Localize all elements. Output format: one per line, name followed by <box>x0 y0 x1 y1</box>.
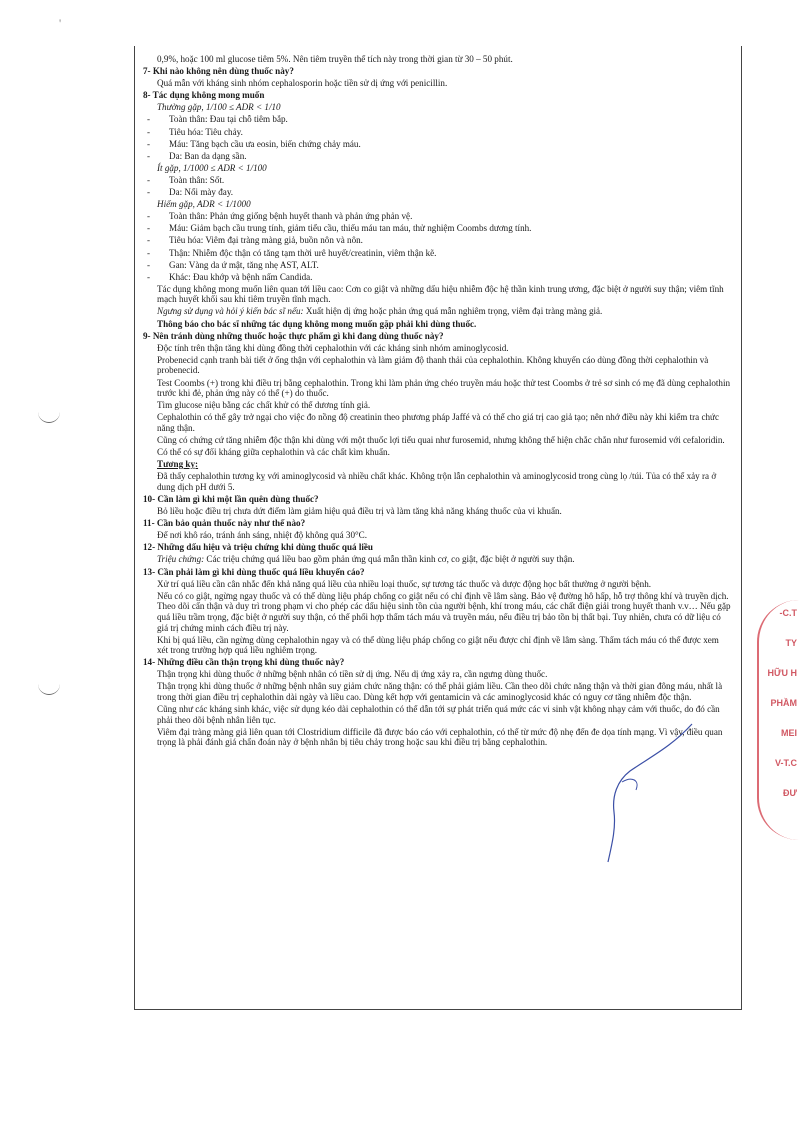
paragraph: Cũng như các kháng sinh khác, việc sử dụng kéo dài cephalothin có thể dẫn tới sự phát triển quá mức các vi sinh vật không nhạy cảm với thuốc, do đó cần phải theo dõi bệnh nhân liên tục. <box>157 704 720 725</box>
stamp-text: V-T.C <box>774 758 797 768</box>
bullet-item <box>143 175 731 186</box>
section-heading: 8- Tác dụng không mong muốn <box>143 90 265 101</box>
bullet-text: Toàn thân: Sốt. <box>169 174 225 185</box>
bullet-item <box>143 127 731 138</box>
company-stamp <box>757 600 799 840</box>
paragraph: Tìm glucose niệu bằng các chất khử có thể dương tính giả. <box>157 400 371 411</box>
paragraph: Bỏ liều hoặc điều trị chưa dứt điểm làm giảm hiệu quả điều trị và làm tăng khả năng kháng thuốc của vi khuẩn. <box>157 506 562 517</box>
punch-hole-bottom <box>38 684 60 695</box>
stamp-text: PHẦM <box>770 698 797 708</box>
section-heading: 9- Nên tránh dùng những thuốc hoặc thực phẩm gì khi đang dùng thuốc này? <box>143 330 444 341</box>
bullet-item <box>143 223 731 234</box>
stamp-text: HỮU H <box>767 668 797 678</box>
bullet-item <box>143 248 731 259</box>
bullet-text: Khác: Đau khớp và bệnh nấm Candida. <box>169 271 313 282</box>
paragraph: Hiếm gặp, ADR < 1/1000 <box>157 199 251 210</box>
punch-hole-top <box>38 412 60 423</box>
bullet-text: Máu: Tăng bạch cầu ưa eosin, biến chứng chảy máu. <box>169 138 361 149</box>
paragraph <box>143 306 731 317</box>
paragraph: Cũng có chứng cứ tăng nhiễm độc thận khi dùng với một thuốc lợi tiểu quai như furosemid, nhưng không thể hiện chắc chắn như furosemid với cefaloridin. <box>157 435 725 445</box>
paragraph: Để nơi khô ráo, tránh ánh sáng, nhiệt độ không quá 30°C. <box>157 530 367 541</box>
bullet-text: Toàn thân: Đau tại chỗ tiêm bắp. <box>169 114 288 125</box>
section-heading: 10- Cần làm gì khi một lần quên dùng thuốc? <box>143 493 319 504</box>
paragraph: Ít gặp, 1/1000 ≤ ADR < 1/100 <box>157 162 267 173</box>
paragraph-lead: Triệu chứng: <box>157 554 205 565</box>
paragraph: Test Coombs (+) trong khi điều trị bằng cephalothin. Trong khi làm phản ứng chéo truyền máu hoặc thử test Coombs ở trẻ sơ sinh có mẹ đã dùng cephalothin trước khi đẻ, phản ứng này có thể (+) do thuốc. <box>157 377 731 399</box>
bullet-text: Máu: Giảm bạch cầu trung tính, giảm tiểu cầu, thiếu máu tan máu, thử nghiệm Coombs dương tính. <box>169 223 532 234</box>
paragraph: Đã thấy cephalothin tương kỵ với aminoglycosid và nhiều chất khác. Không trộn lẫn cephalothin và aminoglycosid trong cùng lọ /túi. Tủa có thể xảy ra ở dung dịch pH dưới 5. <box>157 471 717 492</box>
bullet-text: Tiêu hóa: Viêm đại tràng màng giả, buồn nôn và nôn. <box>169 235 363 246</box>
stamp-text: MEI <box>780 728 797 738</box>
paragraph: Cephalothin có thể gây trở ngại cho việc đo nồng độ creatinin theo phương pháp Jaffé và có thể cho giá trị cao giả tạo; nên nhớ điều này khi kiểm tra chức năng thận. <box>157 412 719 433</box>
paragraph-text: Xuất hiện dị ứng hoặc phản ứng quá mẫn nghiêm trọng, viêm đại tràng màng giả. <box>303 306 603 317</box>
bullet-item <box>143 187 731 198</box>
paragraph: Thận trọng khi dùng thuốc ở những bệnh nhân suy giảm chức năng thận: có thể phải giảm liều. Cần theo dõi chức năng thận và thời gian đông máu, nhất là trong thời gian điều trị cephalothin dài ngày và liều cao. Dùng kết hợp với gentamicin và các aminoglycosid khác có nguy cơ tăng nhiễm độc thận. <box>157 681 723 703</box>
paragraph: Thận trọng khi dùng thuốc ở những bệnh nhân có tiền sử dị ứng. Nếu dị ứng xảy ra, cần ngưng dùng thuốc. <box>157 669 548 680</box>
paragraph: Tương kỵ: <box>157 459 199 470</box>
bullet-text: Toàn thân: Phản ứng giống bệnh huyết thanh và phản ứng phản vệ. <box>169 211 413 222</box>
paragraph: Nếu có co giật, ngừng ngay thuốc và có thể dùng liệu pháp chống co giật nếu có chỉ định về lâm sàng. Bảo vệ đường hô hấp, hỗ trợ thông khí và truyền dịch. Theo dõi cẩn thận và duy trì trong phạm vi cho phép các dấu hiệu sinh tồn của người bệnh, khí trong máu, các chất điện giải trong huyết thanh v.v… Nếu gặp quá liều trầm trọng, đặc biệt ở người suy thận, có thể phối hợp thẩm tách máu và truyền máu, nếu điều trị bảo tồn bị thất bại. Tuy nhiên, chưa có dữ liệu có giá trị chứng minh cách điều trị này. <box>157 590 731 633</box>
paragraph: Thường gặp, 1/100 ≤ ADR < 1/10 <box>157 102 281 113</box>
paragraph: Thông báo cho bác sĩ những tác dụng không mong muốn gặp phải khi dùng thuốc. <box>157 318 477 329</box>
bullet-item <box>143 260 731 271</box>
paragraph: Quá mẫn với kháng sinh nhóm cephalosporin hoặc tiền sử dị ứng với penicillin. <box>157 78 448 89</box>
paragraph: Khi bị quá liều, cần ngừng dùng cephalothin ngay và có thể dùng liệu pháp chống co giật nếu được chỉ định về lâm sàng. Thẩm tách máu có thể được xem xét trong trường hợp quá liều nghiêm trọng. <box>157 634 719 656</box>
paragraph: Xử trí quá liều cần cân nhắc đến khả năng quá liều của nhiều loại thuốc, sự tương tác thuốc và dược động học bất thường ở người bệnh. <box>157 578 652 589</box>
bullet-item <box>143 272 731 283</box>
stamp-text: TY <box>785 638 797 648</box>
tick-mark: ' <box>59 16 62 30</box>
bullet-text: Da: Nổi mày đay. <box>169 187 234 198</box>
paragraph: 0,9%, hoặc 100 ml glucose tiêm 5%. Nên tiêm truyền thể tích này trong thời gian từ 30 – 50 phút. <box>157 54 513 64</box>
section-heading: 12- Những dấu hiệu và triệu chứng khi dùng thuốc quá liều <box>143 542 373 553</box>
paragraph: Tác dụng không mong muốn liên quan tới liều cao: Cơn co giật và những dấu hiệu nhiễm độc hệ thần kinh trung ương, đặc biệt ở người suy thận; viêm tĩnh mạch huyết khối sau khi tiêm truyền tĩnh mạch. <box>157 283 724 305</box>
bullet-text: Da: Ban da dạng sần. <box>169 150 247 161</box>
bullet-item <box>143 151 731 162</box>
bullet-text: Tiêu hóa: Tiêu chảy. <box>169 126 243 137</box>
section-heading: 11- Cần bảo quản thuốc này như thế nào? <box>143 518 306 529</box>
stamp-text: ĐƯ <box>783 788 797 798</box>
paragraph: Probenecid cạnh tranh bài tiết ở ống thận với cephalothin và làm giảm độ thanh thải của cephalothin. Không khuyến cáo dùng đồng thời cephalothin và probenecid. <box>157 354 709 376</box>
section-heading: 7- Khi nào không nên dùng thuốc này? <box>143 66 294 77</box>
section-heading: 14- Những điều cần thận trọng khi dùng thuốc này? <box>143 657 345 668</box>
section-heading: 13- Cần phải làm gì khi dùng thuốc quá liều khuyến cáo? <box>143 566 365 577</box>
paragraph-lead: Ngưng sử dụng và hỏi ý kiến bác sĩ nếu: <box>157 306 304 317</box>
document-page <box>134 46 742 1010</box>
paragraph: Viêm đại tràng màng giả liên quan tới Clostridium difficile đã được báo cáo với cephalothin, có thể từ mức độ nhẹ đến đe dọa tính mạng. Vì vậy, điều quan trọng là phải đánh giá chẩn đoán này ở bệnh nhân bị tiêu chảy trong hoặc sau khi điều trị bằng cephalothin. <box>157 726 723 748</box>
paragraph <box>143 554 731 565</box>
bullet-item <box>143 235 731 246</box>
bullet-text: Thận: Nhiễm độc thận có tăng tạm thời urê huyết/creatinin, viêm thận kẽ. <box>169 247 437 258</box>
paragraph: Độc tính trên thận tăng khi dùng đồng thời cephalothin với các kháng sinh nhóm aminoglycosid. <box>157 342 509 353</box>
stamp-text: -C.T <box>779 608 797 618</box>
bullet-text: Gan: Vàng da ứ mật, tăng nhẹ AST, ALT. <box>169 259 319 270</box>
paragraph: Có thể có sự đối kháng giữa cephalothin và các chất kìm khuẩn. <box>157 447 390 458</box>
bullet-item <box>143 114 731 125</box>
bullet-item <box>143 211 731 222</box>
paragraph-text: Các triệu chứng quá liều bao gồm phản ứng quá mẫn thần kinh cơ, co giật, đặc biệt ở người suy thận. <box>204 554 575 565</box>
bullet-item <box>143 139 731 150</box>
